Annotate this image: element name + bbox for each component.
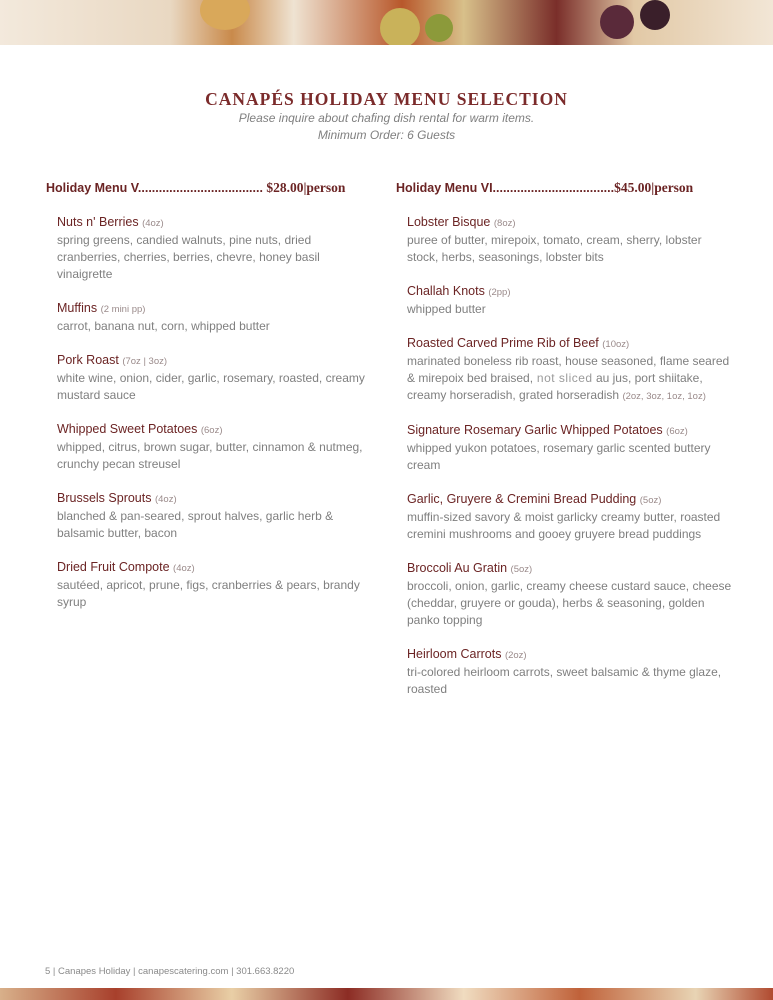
item-title xyxy=(57,421,376,439)
item-name: Garlic, Gruyere & Cremini Bread Pudding xyxy=(407,492,637,506)
item-portion: (4oz) xyxy=(142,218,164,229)
item-title xyxy=(407,646,736,664)
chafing-note: Please inquire about chafing dish rental for warm items. xyxy=(238,111,535,125)
item-portion: (2oz) xyxy=(504,650,527,661)
menu-item xyxy=(407,214,736,266)
item-name: Whipped Sweet Potatoes xyxy=(57,422,198,436)
item-portion: (6oz) xyxy=(666,426,688,437)
item-portion: (4oz) xyxy=(173,563,195,574)
menu-item xyxy=(407,335,736,405)
item-name: Pork Roast xyxy=(57,353,119,367)
item-description: white wine, onion, cider, garlic, rosemary, roasted, creamy mustard sauce xyxy=(57,371,365,402)
menu-item xyxy=(407,646,736,698)
item-description: spring greens, candied walnuts, pine nuts, dried cranberries, cherries, berries, chevre, honey basil vinaigrette xyxy=(57,233,320,281)
item-title xyxy=(407,335,736,353)
header-food-photo xyxy=(0,0,773,45)
item-name: Lobster Bisque xyxy=(407,215,491,229)
item-description: blanched & pan-seared, sprout halves, garlic herb & balsamic butter, bacon xyxy=(57,509,334,540)
menu-item xyxy=(407,491,736,543)
item-description-part: au jus, port shiitake, creamy horseradish, grated horseradish xyxy=(407,371,703,402)
menu-item xyxy=(57,490,376,542)
item-description-part: marinated boneless rib roast, house seasoned, flame seared & mirepoix bed braised, xyxy=(407,354,730,385)
menu-item xyxy=(57,421,376,473)
item-portion: (8oz) xyxy=(493,218,516,229)
item-name: Heirloom Carrots xyxy=(407,647,502,661)
item-name: Dried Fruit Compote xyxy=(57,560,170,574)
menu-vi-price: $45.00|person xyxy=(614,180,694,195)
page-title: CANAPÉS HOLIDAY MENU SELECTION xyxy=(205,89,568,109)
menu-item xyxy=(57,214,376,283)
menu-v-items xyxy=(46,214,376,611)
item-title xyxy=(57,214,376,232)
item-portion: (5oz) xyxy=(510,564,533,575)
menu-v-column xyxy=(46,179,376,628)
item-description: broccoli, onion, garlic, creamy cheese custard sauce, cheese (cheddar, gruyere or gouda), herbs & seasoning, golden panko topping xyxy=(407,579,732,627)
item-name: Signature Rosemary Garlic Whipped Potatoes xyxy=(407,423,663,437)
menu-item xyxy=(407,560,736,629)
menu-item xyxy=(407,283,736,318)
item-name: Broccoli Au Gratin xyxy=(407,561,508,575)
item-description: tri-colored heirloom carrots, sweet balsamic & thyme glaze, roasted xyxy=(407,665,722,696)
footer-food-photo xyxy=(0,988,773,1000)
item-description: whipped, citrus, brown sugar, butter, cinnamon & nutmeg, crunchy pecan streusel xyxy=(57,440,363,471)
item-portion: (7oz | 3oz) xyxy=(122,356,168,367)
item-name: Brussels Sprouts xyxy=(57,491,152,505)
menu-v-price: $28.00|person xyxy=(262,180,346,195)
menu-item xyxy=(57,300,376,335)
item-title xyxy=(57,352,376,370)
menu-item xyxy=(407,422,736,474)
item-description: sautéed, apricot, prune, figs, cranberries & pears, brandy syrup xyxy=(57,578,360,609)
item-name: Roasted Carved Prime Rib of Beef xyxy=(407,336,599,350)
item-portion: (5oz) xyxy=(639,495,662,506)
item-title xyxy=(407,491,736,509)
item-name: Challah Knots xyxy=(407,284,485,298)
item-portion: (2pp) xyxy=(488,287,511,298)
menu-vi-column xyxy=(396,179,736,715)
item-title xyxy=(57,490,376,508)
item-title xyxy=(407,214,736,232)
item-description: carrot, banana nut, corn, whipped butter xyxy=(57,319,270,333)
item-extra-portions: (2oz, 3oz, 1oz, 1oz) xyxy=(622,391,706,402)
item-title xyxy=(407,283,736,301)
item-description: puree of butter, mirepoix, tomato, cream, sherry, lobster stock, herbs, seasonings, lobster bits xyxy=(407,233,702,264)
item-description: whipped butter xyxy=(407,302,486,316)
item-portion: (6oz) xyxy=(200,425,223,436)
menu-v-heading xyxy=(46,179,376,197)
item-title xyxy=(57,559,376,577)
page-footer: 5 | Canapes Holiday | canapescatering.com | 301.663.8220 xyxy=(45,966,295,977)
item-description: muffin-sized savory & moist garlicky creamy butter, roasted cremini mushrooms and gooey gruyere bread puddings xyxy=(407,510,721,541)
item-name: Nuts n' Berries xyxy=(57,215,139,229)
item-portion: (4oz) xyxy=(154,494,177,505)
menu-vi-heading xyxy=(396,179,736,197)
item-title xyxy=(407,560,736,578)
menu-item xyxy=(57,559,376,611)
menu-vi-items xyxy=(396,214,736,698)
menu-v-name: Holiday Menu V.................................... xyxy=(46,181,263,195)
item-title xyxy=(407,422,736,440)
item-name: Muffins xyxy=(57,301,98,315)
menu-vi-name: Holiday Menu VI................................... xyxy=(396,181,615,195)
item-description xyxy=(407,353,736,405)
item-title xyxy=(57,300,376,318)
not-sliced-note: not sliced xyxy=(533,371,593,385)
menu-header xyxy=(0,88,773,144)
item-portion: (10oz) xyxy=(602,339,630,350)
item-description: whipped yukon potatoes, rosemary garlic scented buttery cream xyxy=(407,441,711,472)
menu-item xyxy=(57,352,376,404)
minimum-order-note: Minimum Order: 6 Guests xyxy=(317,128,456,142)
item-portion: (2 mini pp) xyxy=(100,304,146,315)
